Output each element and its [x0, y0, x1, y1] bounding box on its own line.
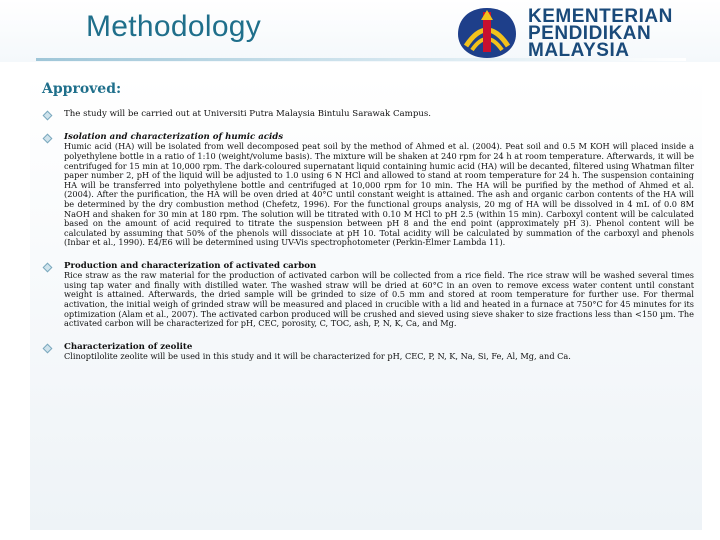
item-body: Rice straw as the raw material for the production of activated carbon will be collected from a rice field. The rice straw will be washed several times using tap water and finally with distilled water. The washed straw will be dried at 60°C in an oven to remove excess water content until constant weight is attained. Afterwards, the dried sample will be grinded to size of 0.5 mm and stored at room temperature for further use. For thermal activation, the initial weigh of grinded straw will be measured and placed in crucible with a lid and heated in a furnace at 750°C for 45 minutes for its optimization (Alam et al., 2007). The activated carbon produced will be crushed and sieved using sieve shaker to size fractions less than <150 µm. The activated carbon will be characterized for pH, CEC, porosity, C, TOC, ash, P, N, K, Ca, and Mg. — [64, 270, 694, 329]
item-body: Clinoptilolite zeolite will be used in this study and it will be characterized for pH, CEC, P, N, K, Na, Si, Fe, Al, Mg, and Ca. — [64, 350, 571, 361]
list-item — [30, 109, 702, 119]
logo-line-1: KEMENTERIAN — [528, 6, 673, 27]
slide-title: Methodology — [86, 10, 262, 43]
item-title: The study will be carried out at Universiti Putra Malaysia Bintulu Sarawak Campus. — [64, 109, 431, 119]
content-panel — [30, 75, 702, 530]
bullet-icon — [43, 343, 53, 353]
item-title: Isolation and characterization of humic acids — [64, 132, 284, 143]
bullet-icon — [43, 262, 53, 272]
item-body: Humic acid (HA) will be isolated from well decomposed peat soil by the method of Ahmed et al. (2004). Peat soil and 0.5 M KOH will placed inside a polyethylene bottle in a ratio of 1:10 (weight/volume basis). The mixture will be shaken at 240 rpm for 24 h at room temperature. Afterwards, it will be centrifuged for 15 min at 10,000 rpm. The dark-coloured supernatant liquid containing humic acid (HA) will be decanted, filtered using Whatman filter paper number 2, pH of the liquid will be adjusted to 1.0 using 6 N HCl and allowed to stand at room temperature for 24 h. The suspension containing HA will be transferred into polyethylene bottle and centrifuged at 10,000 rpm for 10 min. The HA will be purified by the method of Ahmed et al. (2004). After the purification, the HA will be oven dried at 40°C until constant weight is attained. The ash and organic carbon contents of the HA will be determined by the dry combustion method (Chefetz, 1996). For the functional groups analysis, 20 mg of HA will be dissolved in 4 mL of 0.0 8M NaOH and shaken for 30 min at 180 rpm. The solution will be titrated with 0.10 M HCl to pH 2.5 (within 15 min). Carboxyl content will be calculated based on the amount of acid required to titrate the suspension between pH 8 and the end point (approximately pH 3). Phenol content will be calculated by assuming that 50% of the phenols will dissociate at pH 10. Total acidity will be calculated by summation of the carboxyl and phenols (Inbar et al., 1990). E4/E6 will be determined using UV-Vis spectrophotometer (Perkin-Elmer Lambda 11). — [64, 141, 694, 248]
list-item — [30, 132, 702, 248]
section-label: Approved: — [42, 81, 122, 97]
logo-line-3: MALAYSIA — [528, 40, 630, 61]
methodology-list — [30, 109, 702, 375]
logo-line-2: PENDIDIKAN — [528, 23, 652, 44]
list-item — [30, 261, 702, 329]
bullet-icon — [43, 134, 53, 144]
slide-header — [0, 0, 720, 62]
item-title: Production and characterization of activated carbon — [64, 260, 317, 271]
item-title: Characterization of zeolite — [64, 341, 193, 352]
ministry-logo — [452, 6, 714, 60]
list-item — [30, 342, 702, 362]
bullet-icon — [43, 111, 53, 121]
ministry-logo-text — [528, 8, 673, 59]
ministry-emblem-icon — [452, 6, 522, 60]
